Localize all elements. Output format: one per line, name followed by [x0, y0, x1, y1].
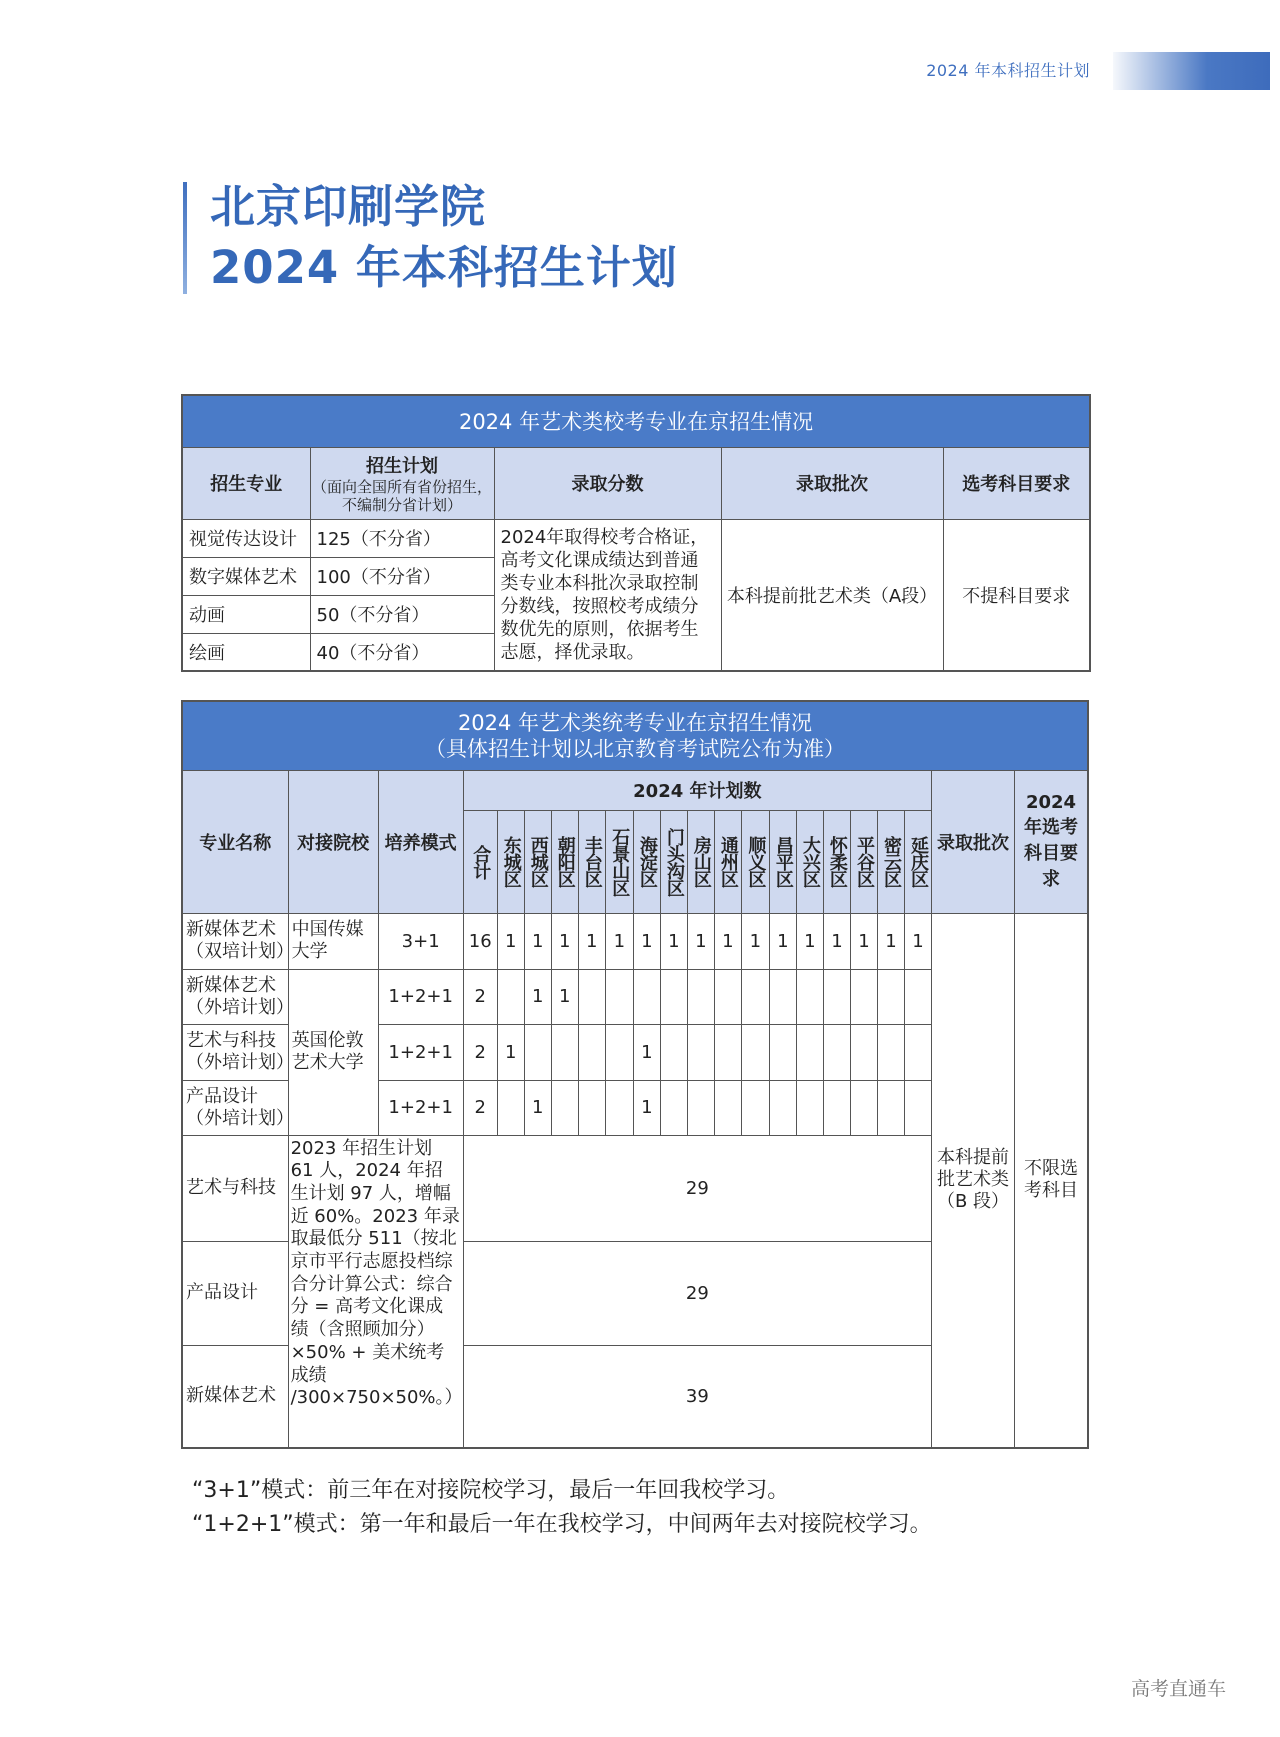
t2-header-district: 门头沟区	[660, 810, 687, 913]
t2-count-district	[660, 1080, 687, 1135]
table2-banner-title: 2024 年艺术类统考专业在京招生情况	[457, 710, 813, 735]
t2-count-district	[904, 969, 931, 1024]
t2-count-district	[497, 1080, 524, 1135]
t2-count-district	[714, 969, 741, 1024]
t2-count-district	[687, 969, 714, 1024]
t1-subjects-text: 不提科目要求	[943, 519, 1090, 671]
t2-count-district	[524, 1024, 551, 1080]
t2-count-district	[714, 1080, 741, 1135]
t2-major: 新媒体艺术（双培计划）	[182, 913, 288, 969]
t2-mode: 1+2+1	[378, 969, 463, 1024]
t2-count-district	[741, 1080, 769, 1135]
table2-banner-note: （具体招生计划以北京教育考试院公布为准）	[425, 736, 845, 761]
t2-header-district: 平谷区	[850, 810, 877, 913]
t2-row	[182, 913, 1088, 969]
t2-header-district: 丰台区	[578, 810, 605, 913]
t1-header-subjects: 选考科目要求	[943, 447, 1090, 519]
t1-plan: 50（不分省）	[310, 595, 494, 633]
t2-mode: 1+2+1	[378, 1080, 463, 1135]
t1-header-plan-title: 招生计划	[366, 456, 438, 477]
t2-count-district	[578, 1024, 605, 1080]
t2-count-district: 1	[633, 1080, 660, 1135]
t2-count-district	[823, 1024, 850, 1080]
t2-general-note: 2023 年招生计划 61 人，2024 年招生计划 97 人，增幅近 60%。2023 年录取最低分 511（按北京市平行志愿投档综合分计算公式：综合分 = 高考文化课成绩（含照顾加分）×50% + 美术统考成绩 /300×750×50%。）	[288, 1135, 463, 1448]
title-accent-bar	[183, 182, 187, 294]
t2-count-district: 1	[714, 913, 741, 969]
t2-count-district: 1	[796, 913, 823, 969]
school-exam-table	[181, 394, 1091, 672]
t2-count-district	[904, 1024, 931, 1080]
t2-count-district: 1	[551, 913, 578, 969]
t2-count-district	[551, 1024, 578, 1080]
t1-major: 数字媒体艺术	[182, 557, 310, 595]
t2-header-batch: 录取批次	[931, 770, 1014, 913]
t1-header-batch: 录取批次	[721, 447, 943, 519]
t2-count-district: 1	[660, 913, 687, 969]
t2-subjects-text: 不限选考科目	[1015, 913, 1088, 1448]
t2-header-district: 顺义区	[741, 810, 769, 913]
t2-partner: 中国传媒大学	[288, 913, 378, 969]
t2-header-district: 合计	[463, 810, 497, 913]
t2-general-total: 39	[463, 1345, 931, 1448]
t2-header-subjects: 2024 年选考科目要求	[1015, 770, 1088, 913]
t2-header-district: 海淀区	[633, 810, 660, 913]
t2-count-district: 1	[497, 1024, 524, 1080]
t2-count-total: 2	[463, 1024, 497, 1080]
page-title-school: 北京印刷学院	[210, 180, 487, 233]
t2-header-mode: 培养模式	[378, 770, 463, 913]
t1-batch-text: 本科提前批艺术类（A段）	[721, 519, 943, 671]
t2-header-district: 西城区	[524, 810, 551, 913]
t2-count-district	[660, 1024, 687, 1080]
footer-brand: 高考直通车	[1131, 1678, 1227, 1700]
t2-count-district	[850, 1080, 877, 1135]
t2-major: 艺术与科技（外培计划）	[182, 1024, 288, 1080]
t2-count-district: 1	[877, 913, 904, 969]
t1-header-major: 招生专业	[182, 447, 310, 519]
t1-major: 视觉传达设计	[182, 519, 310, 557]
t2-count-district	[877, 1024, 904, 1080]
t1-header-plan-note: （面向全国所有省份招生，不编制分省计划）	[311, 478, 492, 514]
t2-count-total: 2	[463, 1080, 497, 1135]
t2-header-partner: 对接院校	[288, 770, 378, 913]
t1-header-plan	[310, 447, 494, 519]
t2-count-district	[877, 1080, 904, 1135]
unified-exam-table	[181, 700, 1089, 1449]
t2-count-district	[714, 1024, 741, 1080]
t2-count-district	[823, 1080, 850, 1135]
t2-count-district	[850, 969, 877, 1024]
header-color-strip	[1113, 52, 1270, 90]
t2-count-district: 1	[850, 913, 877, 969]
footnotes	[192, 1474, 932, 1542]
t2-count-district	[796, 969, 823, 1024]
t2-count-district	[769, 969, 796, 1024]
t2-general-major: 产品设计	[182, 1241, 288, 1345]
t2-count-total: 16	[463, 913, 497, 969]
t2-count-district	[578, 1080, 605, 1135]
t2-batch-text: 本科提前批艺术类（B 段）	[931, 913, 1014, 1448]
t2-count-district: 1	[633, 913, 660, 969]
t2-count-district	[850, 1024, 877, 1080]
t2-count-district: 1	[524, 969, 551, 1024]
t2-count-district: 1	[524, 913, 551, 969]
t2-count-district	[904, 1080, 931, 1135]
t2-count-district	[497, 969, 524, 1024]
t2-count-district: 1	[769, 913, 796, 969]
page-title-plan: 2024 年本科招生计划	[210, 241, 678, 294]
t2-header-plan-group: 2024 年计划数	[463, 770, 931, 810]
t2-mode: 1+2+1	[378, 1024, 463, 1080]
t2-count-district: 1	[524, 1080, 551, 1135]
t2-header-district: 石景山区	[605, 810, 633, 913]
t2-count-district	[823, 969, 850, 1024]
t2-mode: 3+1	[378, 913, 463, 969]
note-3plus1: “3+1”模式：前三年在对接院校学习，最后一年回我校学习。	[192, 1478, 790, 1503]
note-1plus2plus1: “1+2+1”模式：第一年和最后一年在我校学习，中间两年去对接院校学习。	[192, 1512, 932, 1537]
t2-header-district: 昌平区	[769, 810, 796, 913]
table1-banner: 2024 年艺术类校考专业在京招生情况	[182, 395, 1090, 447]
t2-general-total: 29	[463, 1135, 931, 1241]
t1-plan: 40（不分省）	[310, 633, 494, 671]
t2-count-district: 1	[605, 913, 633, 969]
table2-banner	[182, 701, 1088, 770]
t2-count-district: 1	[497, 913, 524, 969]
t2-general-total: 29	[463, 1241, 931, 1345]
t2-header-district: 东城区	[497, 810, 524, 913]
t2-count-district	[551, 1080, 578, 1135]
t1-major: 绘画	[182, 633, 310, 671]
t1-header-score: 录取分数	[494, 447, 721, 519]
t2-header-district: 房山区	[687, 810, 714, 913]
t2-count-district	[769, 1080, 796, 1135]
t2-count-district: 1	[904, 913, 931, 969]
t2-count-district: 1	[551, 969, 578, 1024]
t2-count-district	[633, 969, 660, 1024]
t2-header-district: 通州区	[714, 810, 741, 913]
t2-header-district: 密云区	[877, 810, 904, 913]
t2-header-district: 朝阳区	[551, 810, 578, 913]
t2-count-district	[605, 1080, 633, 1135]
t2-count-district: 1	[578, 913, 605, 969]
t2-count-district: 1	[741, 913, 769, 969]
t2-count-district	[741, 1024, 769, 1080]
t2-major: 新媒体艺术（外培计划）	[182, 969, 288, 1024]
t2-count-district: 1	[823, 913, 850, 969]
t2-general-major: 新媒体艺术	[182, 1345, 288, 1448]
t2-count-district	[796, 1080, 823, 1135]
t2-count-district: 1	[687, 913, 714, 969]
t2-count-district	[605, 1024, 633, 1080]
t2-count-district	[687, 1024, 714, 1080]
t2-count-district	[769, 1024, 796, 1080]
running-header: 2024 年本科招生计划	[926, 61, 1090, 80]
t1-score-text: 2024年取得校考合格证，高考文化课成绩达到普通类专业本科批次录取控制分数线，按照校考成绩分数优先的原则，依据考生志愿，择优录取。	[494, 519, 721, 671]
t2-count-district	[605, 969, 633, 1024]
t2-major: 产品设计（外培计划）	[182, 1080, 288, 1135]
t1-plan: 100（不分省）	[310, 557, 494, 595]
t2-header-district: 怀柔区	[823, 810, 850, 913]
t2-count-district	[578, 969, 605, 1024]
t2-count-total: 2	[463, 969, 497, 1024]
t2-count-district	[741, 969, 769, 1024]
t1-plan: 125（不分省）	[310, 519, 494, 557]
t2-partner-shared: 英国伦敦艺术大学	[288, 969, 378, 1135]
t2-count-district	[877, 969, 904, 1024]
t2-general-major: 艺术与科技	[182, 1135, 288, 1241]
t2-header-major: 专业名称	[182, 770, 288, 913]
t2-header-district: 延庆区	[904, 810, 931, 913]
t2-count-district: 1	[633, 1024, 660, 1080]
t1-major: 动画	[182, 595, 310, 633]
t2-count-district	[687, 1080, 714, 1135]
t2-header-district: 大兴区	[796, 810, 823, 913]
t2-count-district	[796, 1024, 823, 1080]
t2-count-district	[660, 969, 687, 1024]
